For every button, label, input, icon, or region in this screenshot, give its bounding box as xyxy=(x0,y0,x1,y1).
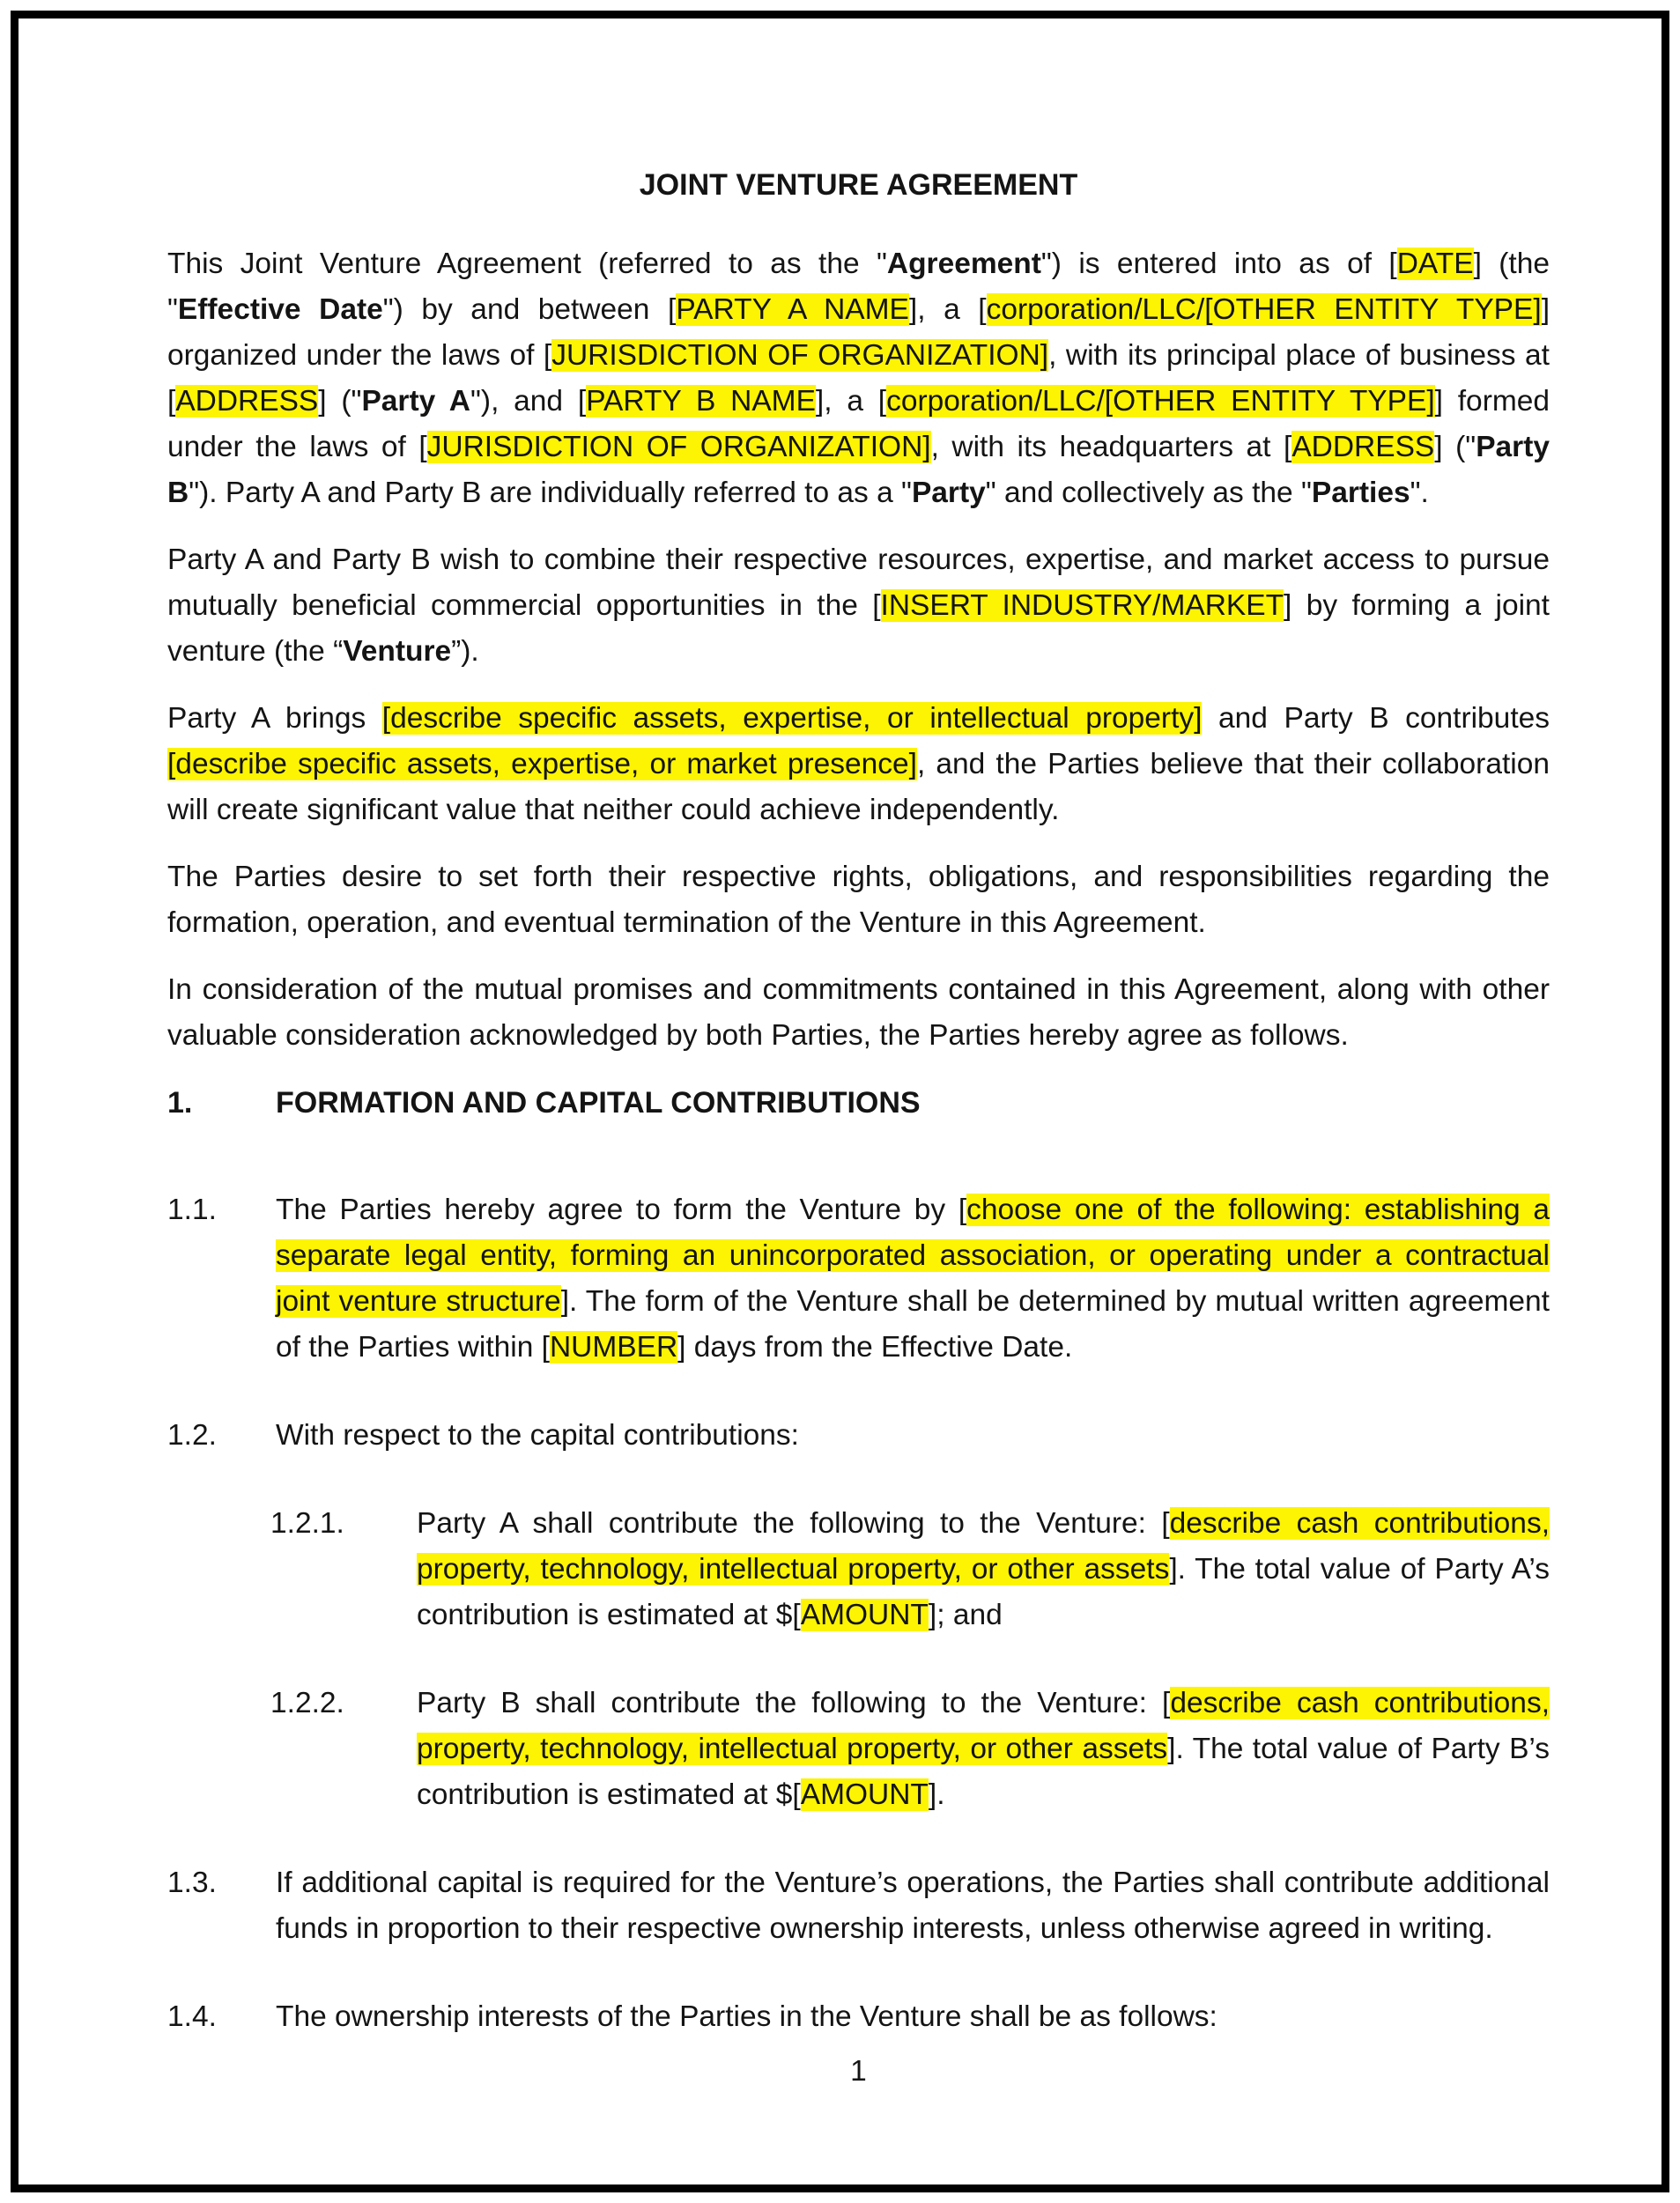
section-text xyxy=(276,1187,1550,1371)
text-run: Party B shall contribute the following to the Venture: [ xyxy=(417,1687,1171,1719)
section-item xyxy=(167,1413,1550,1459)
section-number: 1.4. xyxy=(167,2000,217,2033)
text-run: ]. The total value of Party A’s contribution is estimated at $[ xyxy=(417,1553,1550,1631)
text-run: ”). xyxy=(451,635,479,668)
text-run: ") is entered into as of [ xyxy=(1040,248,1397,280)
text-run: Party A xyxy=(361,385,471,418)
section-text xyxy=(276,1860,1550,1952)
text-run: ") by and between [ xyxy=(382,293,677,326)
placeholder-highlight: JURISDICTION OF ORGANIZATION] xyxy=(551,339,1049,372)
text-run: ]. The total value of Party B’s contribution is estimated at $[ xyxy=(417,1733,1550,1811)
placeholder-highlight: ADDRESS xyxy=(175,385,319,418)
text-run: , with its headquarters at [ xyxy=(930,431,1292,463)
text-run: ] by forming a joint venture (the “ xyxy=(167,589,1550,668)
text-run: ] (" xyxy=(318,385,362,418)
text-run: Party A and Party B wish to combine their respective resources, expertise, and market access to pursue mutually beneficial commercial opportunities in the [ xyxy=(167,543,1550,622)
placeholder-highlight: JURISDICTION OF ORGANIZATION] xyxy=(426,431,931,463)
text-run: Agreement xyxy=(886,248,1041,280)
text-run: Effective Date xyxy=(177,293,383,326)
section-item xyxy=(167,1681,1550,1818)
placeholder-highlight: describe cash contributions, property, technology, intellectual property, or other assets xyxy=(417,1687,1550,1765)
text-run: ] organized under the laws of [ xyxy=(167,293,1550,372)
text-run: In consideration of the mutual promises and commitments contained in this Agreement, along with other valuable consideration acknowledged by both Parties, the Parties hereby agree as follows. xyxy=(167,973,1550,1052)
text-run: This Joint Venture Agreement (referred to as the " xyxy=(167,248,887,280)
section-text xyxy=(417,1501,1550,1638)
document-title: JOINT VENTURE AGREEMENT xyxy=(639,168,1078,202)
text-run: ]. The form of the Venture shall be determined by mutual written agreement of the Parties within [ xyxy=(276,1285,1550,1364)
placeholder-highlight: INSERT INDUSTRY/MARKET xyxy=(880,589,1284,622)
text-run: ] (the " xyxy=(167,248,1550,326)
text-run: The Parties hereby agree to form the Venture by [ xyxy=(276,1194,967,1226)
placeholder-highlight: [describe specific assets, expertise, or intellectual property] xyxy=(381,702,1203,735)
placeholder-highlight: ADDRESS xyxy=(1291,431,1435,463)
paragraph xyxy=(167,241,1550,516)
text-run: The ownership interests of the Parties in the Venture shall be as follows: xyxy=(276,2000,1217,2033)
section-item xyxy=(167,1501,1550,1638)
paragraph xyxy=(167,696,1550,833)
text-run: With respect to the capital contributions: xyxy=(276,1419,799,1452)
text-run: Party xyxy=(911,477,986,509)
section-item xyxy=(167,1860,1550,1952)
document-content xyxy=(167,162,1550,2082)
section-text xyxy=(276,1994,1550,2040)
placeholder-highlight: DATE xyxy=(1396,248,1474,280)
placeholder-highlight: corporation/LLC/[OTHER ENTITY TYPE] xyxy=(986,293,1542,326)
paragraph xyxy=(167,967,1550,1059)
text-run: "). Party A and Party B are individually referred to as a " xyxy=(189,477,912,509)
section-number: 1. xyxy=(167,1086,193,1120)
section-item xyxy=(167,1994,1550,2040)
text-run: Party B xyxy=(167,431,1550,509)
section-text xyxy=(276,1413,1550,1459)
placeholder-highlight: AMOUNT xyxy=(800,1778,929,1811)
placeholder-highlight: NUMBER xyxy=(549,1331,678,1364)
placeholder-highlight: PARTY A NAME xyxy=(676,293,909,326)
placeholder-highlight: PARTY B NAME xyxy=(586,385,816,418)
section-number: 1.2.1. xyxy=(270,1507,344,1540)
text-run: , with its principal place of business at [ xyxy=(167,339,1550,418)
paragraph xyxy=(167,854,1550,946)
text-run: ". xyxy=(1410,477,1429,509)
text-run: Party A shall contribute the following to the Venture: [ xyxy=(417,1507,1170,1540)
text-run: Parties xyxy=(1311,477,1410,509)
section-text xyxy=(417,1681,1550,1818)
text-run: ]. xyxy=(928,1778,945,1811)
page-number: 1 xyxy=(850,2055,867,2088)
placeholder-highlight: corporation/LLC/[OTHER ENTITY TYPE] xyxy=(886,385,1435,418)
document-body xyxy=(167,241,1550,2040)
section-number: 1.2. xyxy=(167,1419,217,1452)
placeholder-highlight: choose one of the following: establishing a separate legal entity, forming an unincorporated association, or operating under a contractual joint venture structure xyxy=(276,1194,1550,1318)
text-run: If additional capital is required for the Venture’s operations, the Parties shall contribute additional funds in proportion to their respective ownership interests, unless otherwise agreed in writing. xyxy=(276,1867,1550,1945)
text-run: ], a [ xyxy=(815,385,887,418)
section-item xyxy=(167,1187,1550,1371)
text-run: and Party B contributes xyxy=(1202,702,1550,735)
text-run: ], a [ xyxy=(908,293,987,326)
text-run: "), and [ xyxy=(470,385,587,418)
section-heading xyxy=(167,1080,1550,1126)
text-run: ]; and xyxy=(928,1599,1003,1631)
text-run: ] formed under the laws of [ xyxy=(167,385,1550,463)
text-run: Party A brings xyxy=(167,702,382,735)
paragraph xyxy=(167,537,1550,675)
text-run: Venture xyxy=(343,635,452,668)
placeholder-highlight: AMOUNT xyxy=(800,1599,929,1631)
page-number-footer xyxy=(167,2049,1550,2095)
placeholder-highlight: [describe specific assets, expertise, or market presence] xyxy=(167,748,917,780)
placeholder-highlight: describe cash contributions, property, technology, intellectual property, or other assets xyxy=(417,1507,1550,1586)
text-run: The Parties desire to set forth their respective rights, obligations, and responsibilities regarding the formation, operation, and eventual termination of the Venture in this Agreement. xyxy=(167,861,1550,939)
text-run: ] days from the Effective Date. xyxy=(677,1331,1073,1364)
text-run: , and the Parties believe that their collaboration will create significant value that neither could achieve independently. xyxy=(167,748,1550,826)
section-number: 1.2.2. xyxy=(270,1687,344,1719)
section-number: 1.3. xyxy=(167,1867,217,1899)
section-text xyxy=(276,1080,1550,1126)
text-run: " and collectively as the " xyxy=(985,477,1312,509)
section-number: 1.1. xyxy=(167,1194,217,1226)
text-run: ] (" xyxy=(1434,431,1476,463)
text-run: FORMATION AND CAPITAL CONTRIBUTIONS xyxy=(276,1086,921,1120)
